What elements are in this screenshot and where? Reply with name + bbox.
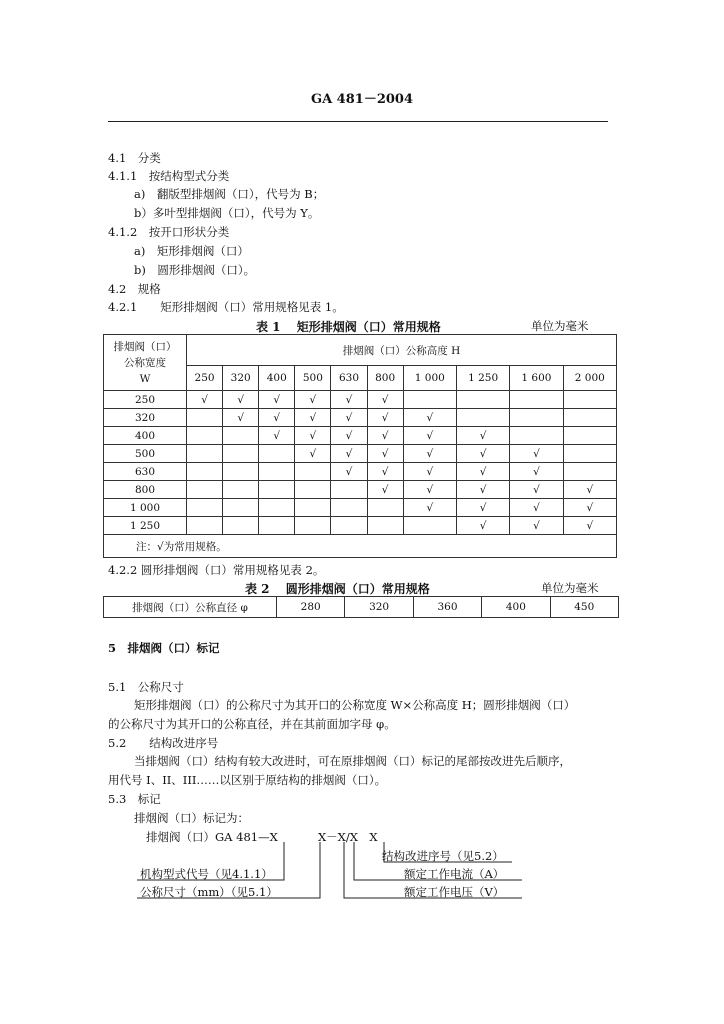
page-header: GA 481－2004	[310, 92, 414, 107]
spec-cell: √	[367, 391, 403, 409]
section-5-1: 5.1 公称尺寸	[108, 680, 184, 694]
width-cell: 630	[104, 463, 187, 481]
section-4-2: 4.2 规格	[108, 282, 161, 296]
table2-unit: 单位为毫米	[541, 581, 599, 595]
height-header: 630	[331, 366, 367, 391]
spec-cell: √	[295, 391, 331, 409]
label-voltage: 额定工作电压（V）	[404, 885, 505, 899]
spec-cell: √	[223, 391, 259, 409]
height-header: 800	[367, 366, 403, 391]
height-header: 2 000	[563, 366, 616, 391]
spec-cell: √	[403, 409, 456, 427]
corner-line: 公称宽度	[124, 356, 166, 369]
para-5-1-line2: 的公称尺寸为其开口的公称直径，并在其前面加字母 φ。	[108, 717, 396, 731]
section-4-1-1: 4.1.1 按结构型式分类	[108, 169, 230, 183]
spec-cell: √	[331, 409, 367, 427]
width-cell: 1 250	[104, 517, 187, 535]
spec-cell: √	[510, 481, 563, 499]
height-header: 1 000	[403, 366, 456, 391]
spec-cell: √	[456, 445, 509, 463]
diameter-cell: 280	[277, 597, 345, 618]
spec-cell: √	[456, 517, 509, 535]
spec-cell: √	[331, 463, 367, 481]
width-cell: 800	[104, 481, 187, 499]
section-5-2: 5.2 结构改进序号	[108, 736, 219, 750]
spec-cell: √	[510, 517, 563, 535]
height-header: 1 600	[510, 366, 563, 391]
spec-cell: √	[563, 517, 616, 535]
label-type: 机构型式代号（见4.1.1）	[140, 867, 273, 881]
item-4-1-2-b: b) 圆形排烟阀（口）。	[134, 263, 256, 277]
spec-cell: √	[403, 463, 456, 481]
para-5-1-line1: 矩形排烟阀（口）的公称尺寸为其开口的公称宽度 W×公称高度 H；圆形排烟阀（口）	[134, 698, 576, 712]
spec-cell: √	[563, 481, 616, 499]
section-5-3: 5.3 标记	[108, 792, 161, 806]
corner-line: 排烟阀（口）	[113, 340, 177, 353]
spec-cell: √	[403, 445, 456, 463]
section-4-1: 4.1 分类	[108, 151, 161, 165]
spec-cell: √	[510, 499, 563, 517]
height-header: 1 250	[456, 366, 509, 391]
spec-cell: √	[563, 499, 616, 517]
height-header: 320	[223, 366, 259, 391]
spec-cell: √	[259, 391, 295, 409]
height-header: 500	[295, 366, 331, 391]
para-5-3: 排烟阀（口）标记为：	[134, 811, 249, 825]
spec-cell: √	[367, 445, 403, 463]
diameter-cell: 320	[345, 597, 413, 618]
item-4-1-2-a: a) 矩形排烟阀（口）	[134, 244, 249, 258]
label-current: 额定工作电流（A）	[404, 867, 505, 881]
spec-cell: √	[403, 427, 456, 445]
width-cell: 400	[104, 427, 187, 445]
spec-cell: √	[295, 445, 331, 463]
corner-line: W	[139, 372, 151, 385]
table2-label: 排烟阀（口）公称直径 φ	[104, 597, 277, 618]
section-4-2-1: 4.2.1 矩形排烟阀（口）常用规格见表 1。	[108, 300, 344, 314]
para-5-2-line2: 用代号 I、II、III……以区别于原结构的排烟阀（口）。	[108, 773, 387, 787]
section-5-title: 5 排烟阀（口）标记	[108, 641, 220, 655]
spec-cell: √	[456, 499, 509, 517]
width-cell: 250	[104, 391, 187, 409]
spec-cell: √	[510, 445, 563, 463]
table2-caption: 表 2 圆形排烟阀（口）常用规格	[245, 582, 430, 596]
spec-cell: √	[456, 481, 509, 499]
table1-unit: 单位为毫米	[531, 319, 589, 333]
spec-cell: √	[259, 409, 295, 427]
spec-cell: √	[367, 463, 403, 481]
table1-note: 注：√为常用规格。	[104, 535, 617, 558]
diameter-cell: 400	[482, 597, 550, 618]
diameter-cell: 450	[550, 597, 618, 618]
section-4-1-2: 4.1.2 按开口形状分类	[108, 225, 230, 239]
section-4-2-2: 4.2.2 圆形排烟阀（口）常用规格见表 2。	[108, 563, 325, 577]
spec-cell: √	[456, 427, 509, 445]
item-4-1-1-a: a) 翻版型排烟阀（口），代号为 B；	[134, 187, 325, 201]
label-improve: 结构改进序号（见5.2）	[382, 849, 504, 863]
spec-cell: √	[510, 463, 563, 481]
spec-cell: √	[187, 391, 223, 409]
height-header: 400	[259, 366, 295, 391]
spec-cell: √	[403, 499, 456, 517]
spec-cell: √	[367, 427, 403, 445]
width-cell: 320	[104, 409, 187, 427]
para-5-2-line1: 当排烟阀（口）结构有较大改进时，可在原排烟阀（口）标记的尾部按改进先后顺序，	[134, 754, 571, 768]
spec-cell: √	[223, 409, 259, 427]
spec-cell: √	[331, 391, 367, 409]
spec-cell: √	[367, 481, 403, 499]
diameter-cell: 360	[413, 597, 481, 618]
table1-span-header: 排烟阀（口）公称高度 H	[187, 335, 617, 366]
spec-cell: √	[367, 409, 403, 427]
width-cell: 1 000	[104, 499, 187, 517]
spec-cell: √	[403, 481, 456, 499]
spec-cell: √	[259, 427, 295, 445]
item-4-1-1-b: b）多叶型排烟阀（口），代号为 Y。	[134, 206, 320, 220]
marking-code-tail: X－X/X X	[318, 830, 378, 844]
marking-code-main: 排烟阀（口）GA 481—X	[146, 830, 278, 844]
label-size: 公称尺寸（mm）（见5.1）	[140, 885, 278, 899]
width-cell: 500	[104, 445, 187, 463]
spec-cell: √	[295, 427, 331, 445]
spec-cell: √	[456, 463, 509, 481]
spec-cell: √	[331, 427, 367, 445]
spec-cell: √	[331, 445, 367, 463]
height-header: 250	[187, 366, 223, 391]
spec-cell: √	[295, 409, 331, 427]
table1-caption: 表 1 矩形排烟阀（口）常用规格	[256, 320, 441, 334]
